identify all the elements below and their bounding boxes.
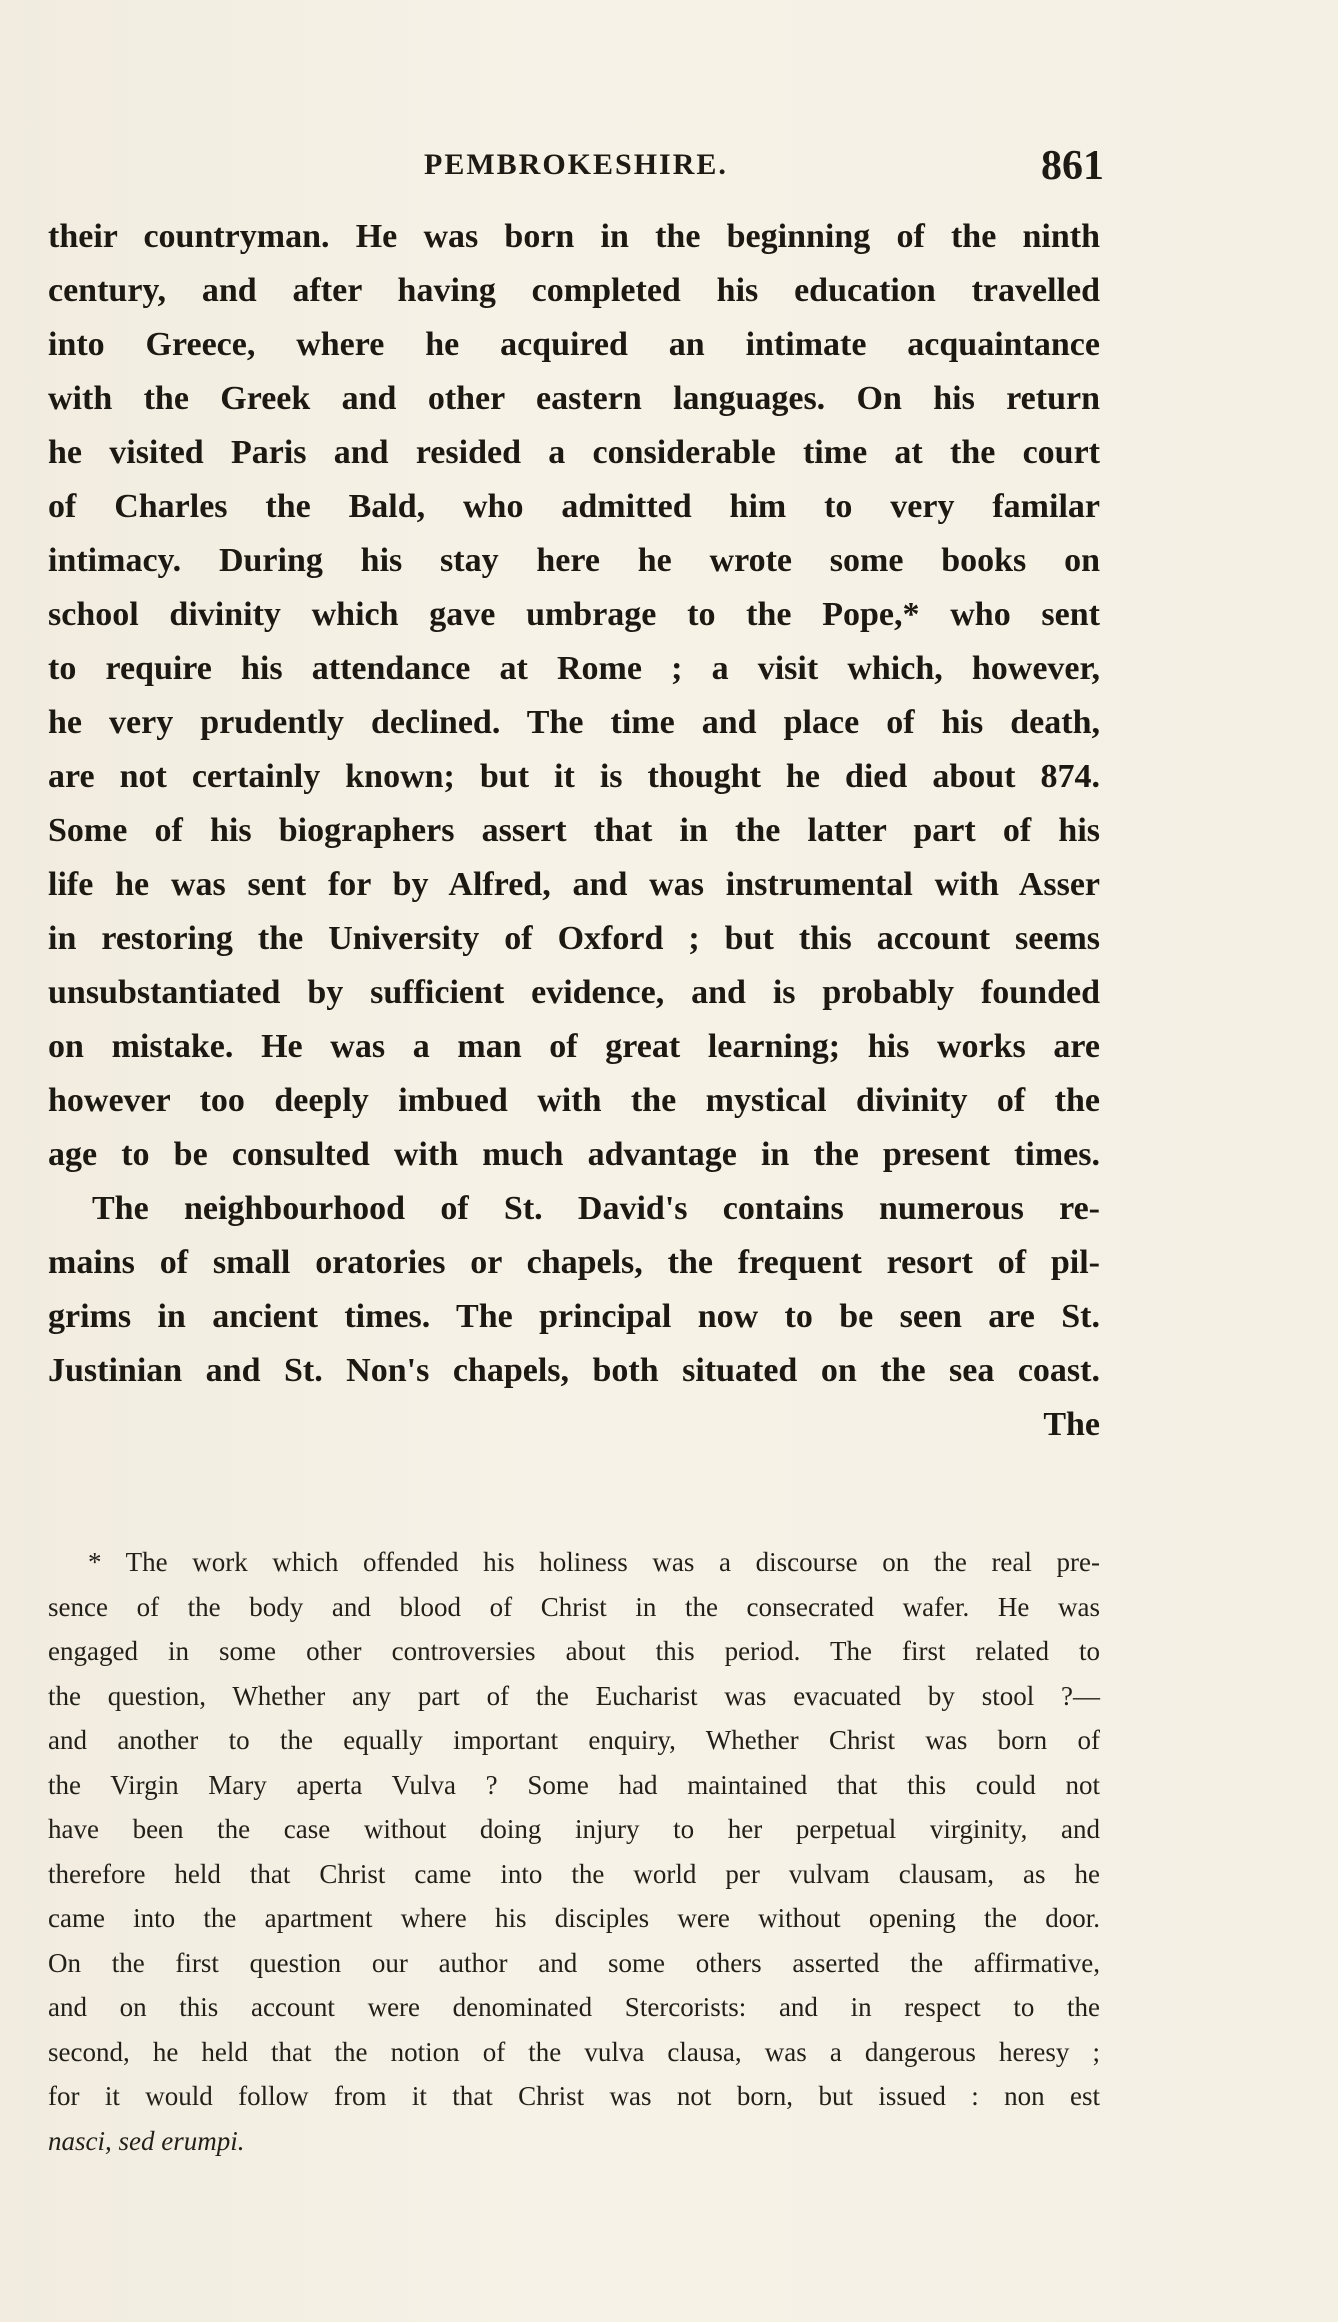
catchword: The — [1043, 1406, 1100, 1443]
footnote-line: have been the case without doing injury to her perpetual virginity, and — [48, 1814, 1100, 1844]
body-line: with the Greek and other eastern languages. On his return — [48, 380, 1100, 417]
body-line: he visited Paris and resided a considerable time at the court — [48, 434, 1100, 471]
body-line: century, and after having completed his education travelled — [48, 272, 1100, 309]
body-line: The neighbourhood of St. David's contains numerous re- — [92, 1190, 1100, 1227]
footnote-line: the Virgin Mary aperta Vulva ? Some had maintained that this could not — [48, 1769, 1100, 1800]
body-line: age to be consulted with much advantage in the present times. — [48, 1136, 1100, 1173]
footnote-line: came into the apartment where his disciples were without opening the door. — [48, 1903, 1100, 1933]
body-line: of Charles the Bald, who admitted him to very familar — [48, 488, 1100, 525]
footnote-line: engaged in some other controversies about this period. The first related to — [48, 1636, 1100, 1666]
body-line: Some of his biographers assert that in the latter part of his — [48, 812, 1100, 849]
body-line: their countryman. He was born in the beginning of the ninth — [48, 218, 1100, 255]
footnote-line: On the first question our author and some others asserted the affirmative, — [48, 1947, 1100, 1978]
page-number: 861 — [1041, 143, 1104, 189]
footnote-line: nasci, sed erumpi. — [48, 2125, 245, 2156]
page-header — [424, 143, 1104, 198]
footnote-line: and on this account were denominated Stercorists: and in respect to the — [48, 1992, 1100, 2022]
footnote-line: for it would follow from it that Christ was not born, but issued : non est — [48, 2081, 1100, 2111]
body-text — [48, 210, 1100, 1452]
body-line: into Greece, where he acquired an intimate acquaintance — [48, 326, 1100, 363]
body-line: Justinian and St. Non's chapels, both situated on the sea coast. — [48, 1352, 1100, 1389]
body-line: to require his attendance at Rome ; a visit which, however, — [48, 650, 1100, 687]
body-line: school divinity which gave umbrage to the Pope,* who sent — [48, 596, 1100, 633]
footnotes — [48, 1540, 1100, 2163]
footnote-line: second, he held that the notion of the vulva clausa, was a dangerous heresy ; — [48, 2036, 1100, 2067]
body-line: however too deeply imbued with the mystical divinity of the — [48, 1082, 1100, 1119]
footnote-line: sence of the body and blood of Christ in the consecrated wafer. He was — [48, 1591, 1100, 1622]
footnote-line: therefore held that Christ came into the world per vulvam clausam, as he — [48, 1858, 1100, 1889]
body-line: grims in ancient times. The principal now to be seen are St. — [48, 1298, 1100, 1335]
running-title: PEMBROKESHIRE. — [424, 148, 728, 181]
body-line: intimacy. During his stay here he wrote some books on — [48, 542, 1100, 579]
body-line: in restoring the University of Oxford ; but this account seems — [48, 920, 1100, 957]
body-line: on mistake. He was a man of great learning; his works are — [48, 1028, 1100, 1065]
body-line: are not certainly known; but it is thought he died about 874. — [48, 758, 1100, 795]
body-line: mains of small oratories or chapels, the frequent resort of pil- — [48, 1244, 1100, 1281]
footnote-line: * The work which offended his holiness was a discourse on the real pre- — [88, 1547, 1100, 1577]
body-line: unsubstantiated by sufficient evidence, and is probably founded — [48, 974, 1100, 1011]
footnote-line: and another to the equally important enquiry, Whether Christ was born of — [48, 1725, 1100, 1755]
body-line: he very prudently declined. The time and place of his death, — [48, 704, 1100, 741]
footnote-line: the question, Whether any part of the Eucharist was evacuated by stool ?— — [48, 1680, 1100, 1711]
body-line: life he was sent for by Alfred, and was instrumental with Asser — [48, 866, 1100, 903]
